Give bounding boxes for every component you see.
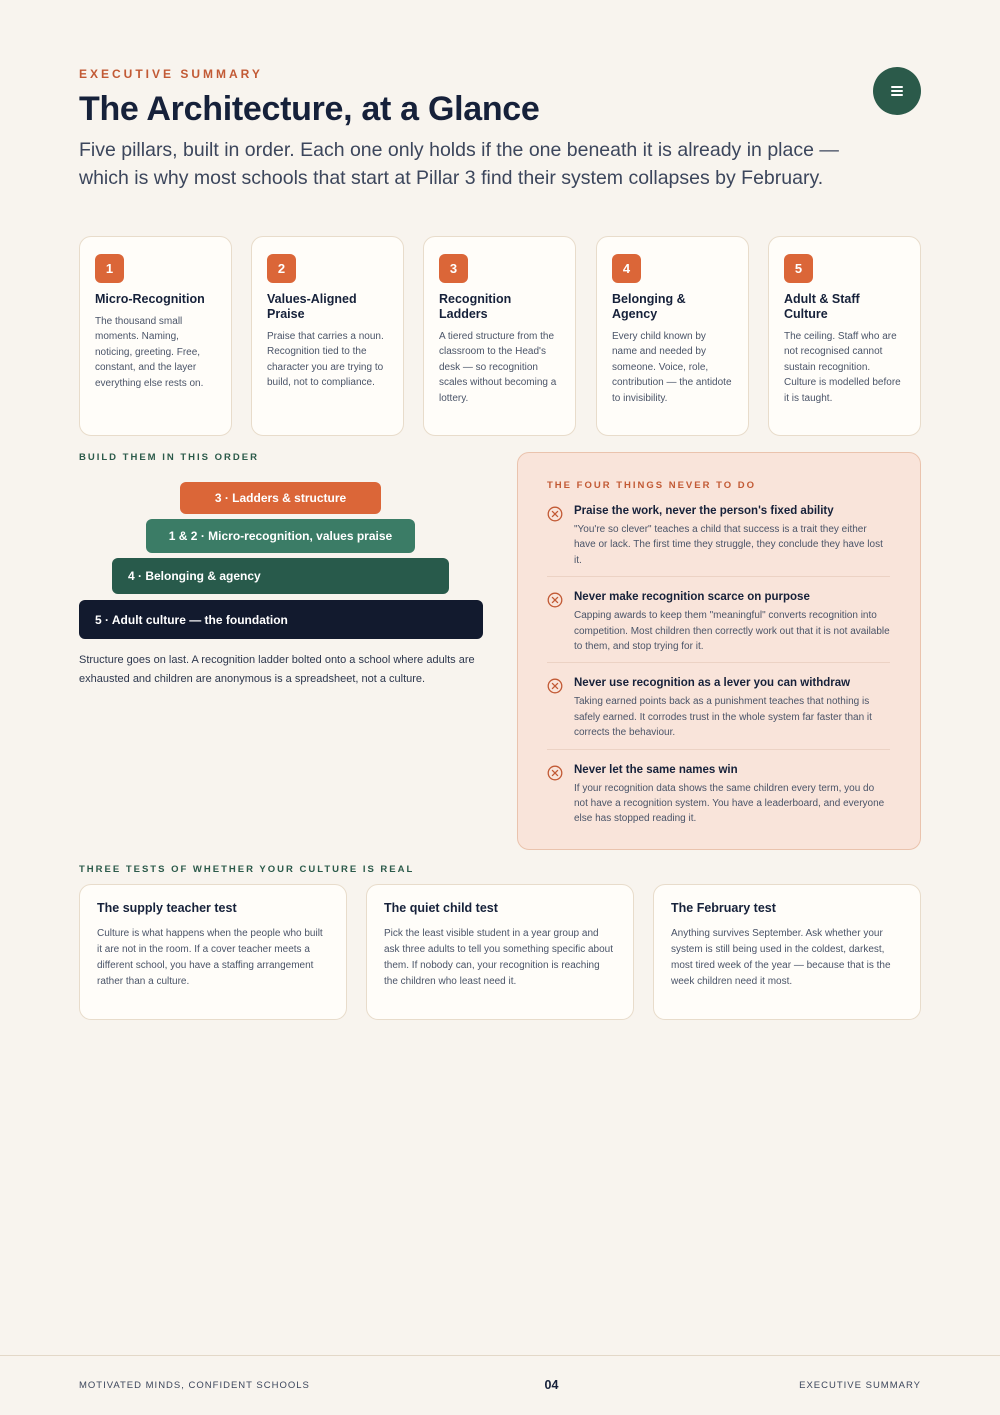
never-do-title: Never use recognition as a lever you can withdraw bbox=[574, 677, 851, 690]
pillar-number-badge: 2 bbox=[267, 254, 296, 283]
pillar-card bbox=[251, 236, 404, 436]
pillar-description: A tiered structure from the classroom to the Head's desk — so recognition scales without becoming a lottery. bbox=[439, 331, 557, 404]
page-number: 04 bbox=[544, 1378, 559, 1392]
x-circle-icon bbox=[547, 678, 563, 694]
test-card bbox=[79, 884, 347, 1020]
never-do-item bbox=[547, 577, 890, 663]
never-do-label: THE FOUR THINGS NEVER TO DO bbox=[547, 480, 757, 491]
never-do-title: Never make recognition scarce on purpose bbox=[574, 591, 810, 604]
build-order-note: Structure goes on last. A recognition ladder bolted onto a school where adults are exhausted and children are anonymous is a spreadsheet, not a culture. bbox=[79, 654, 475, 685]
never-do-title: Never let the same names win bbox=[574, 763, 738, 776]
build-level-micro-recognition: 1 & 2 · Micro-recognition, values praise bbox=[146, 519, 415, 553]
never-do-description: Capping awards to keep them "meaningful" converts recognition into competition. Most children then correctly work out that it is not available to them, and stop trying for it. bbox=[574, 610, 890, 653]
pillar-card bbox=[423, 236, 576, 436]
menu-button[interactable] bbox=[873, 67, 921, 115]
test-card bbox=[366, 884, 634, 1020]
pillar-cards bbox=[79, 236, 921, 436]
pillar-description: Praise that carries a noun. Recognition tied to the character you are trying to build, not to compliance. bbox=[267, 331, 384, 389]
pillar-title: Recognition Ladders bbox=[439, 292, 512, 321]
menu-icon bbox=[891, 86, 903, 96]
test-title: The February test bbox=[671, 901, 776, 915]
x-circle-icon bbox=[547, 592, 563, 608]
pillar-description: Every child known by name and needed by someone. Voice, role, contribution — the antidote to invisibility. bbox=[612, 331, 732, 404]
never-do-description: If your recognition data shows the same children every term, you do not have a recognition system. You have a leaderboard, and everyone else has stopped reading it. bbox=[574, 782, 885, 825]
pillar-title: Belonging & Agency bbox=[612, 292, 686, 321]
x-circle-icon bbox=[547, 765, 563, 781]
build-level-belonging: 4 · Belonging & agency bbox=[112, 558, 449, 594]
test-card bbox=[653, 884, 921, 1020]
test-description: Anything survives September. Ask whether your system is still being used in the coldest, darkest, most tired week of the year — because that is the week children need it most. bbox=[671, 928, 891, 987]
pillar-card bbox=[596, 236, 749, 436]
never-do-description: "You're so clever" teaches a child that success is a trait they either have or lack. The first time they struggle, they conclude they have lost it. bbox=[574, 524, 883, 566]
never-do-item bbox=[547, 663, 890, 749]
footer-section-name: EXECUTIVE SUMMARY bbox=[799, 1380, 921, 1391]
footer-divider bbox=[0, 1355, 1000, 1356]
pillar-title: Micro-Recognition bbox=[95, 292, 205, 306]
build-order-label: BUILD THEM IN THIS ORDER bbox=[79, 452, 259, 463]
x-circle-icon bbox=[547, 506, 563, 522]
page-title: The Architecture, at a Glance bbox=[79, 90, 540, 128]
test-title: The supply teacher test bbox=[97, 901, 237, 915]
test-description: Culture is what happens when the people who built it are not in the room. If a cover teacher meets a different school, you have a staffing arrangement rather than a culture. bbox=[97, 928, 323, 987]
build-level-adult-culture: 5 · Adult culture — the foundation bbox=[79, 600, 483, 639]
never-do-item bbox=[547, 491, 890, 577]
never-do-title: Praise the work, never the person's fixed ability bbox=[574, 505, 834, 517]
never-do-item bbox=[547, 750, 890, 835]
never-do-panel bbox=[517, 452, 921, 850]
pillar-description: The thousand small moments. Naming, noticing, greeting. Free, constant, and the layer everything else rests on. bbox=[95, 316, 204, 389]
pillar-number-badge: 1 bbox=[95, 254, 124, 283]
footer-publication-title: MOTIVATED MINDS, CONFIDENT SCHOOLS bbox=[79, 1380, 310, 1391]
pillar-title: Adult & Staff Culture bbox=[784, 292, 860, 321]
section-eyebrow: EXECUTIVE SUMMARY bbox=[79, 67, 263, 81]
test-title: The quiet child test bbox=[384, 901, 498, 915]
pillar-card bbox=[768, 236, 921, 436]
pillar-card bbox=[79, 236, 232, 436]
tests-label: THREE TESTS OF WHETHER YOUR CULTURE IS REAL bbox=[79, 864, 415, 875]
test-description: Pick the least visible student in a year group and ask three adults to tell you something specific about them. If nobody can, your recognition is reaching the children who least need it. bbox=[384, 928, 614, 987]
pillar-description: The ceiling. Staff who are not recognised cannot sustain recognition. Culture is modelled before it is taught. bbox=[784, 331, 901, 404]
pillar-number-badge: 3 bbox=[439, 254, 468, 283]
never-do-description: Taking earned points back as a punishment teaches that nothing is safely earned. It corrodes trust in the whole system far faster than it corrects the behaviour. bbox=[574, 696, 872, 739]
build-level-ladders: 3 · Ladders & structure bbox=[180, 482, 381, 514]
pillar-title: Values-Aligned Praise bbox=[267, 292, 357, 321]
pillar-number-badge: 5 bbox=[784, 254, 813, 283]
test-cards bbox=[79, 884, 921, 1020]
pillar-number-badge: 4 bbox=[612, 254, 641, 283]
intro-paragraph: Five pillars, built in order. Each one only holds if the one beneath it is already in place — which is why most schools that start at Pillar 3 find their system collapses by February. bbox=[79, 139, 839, 189]
